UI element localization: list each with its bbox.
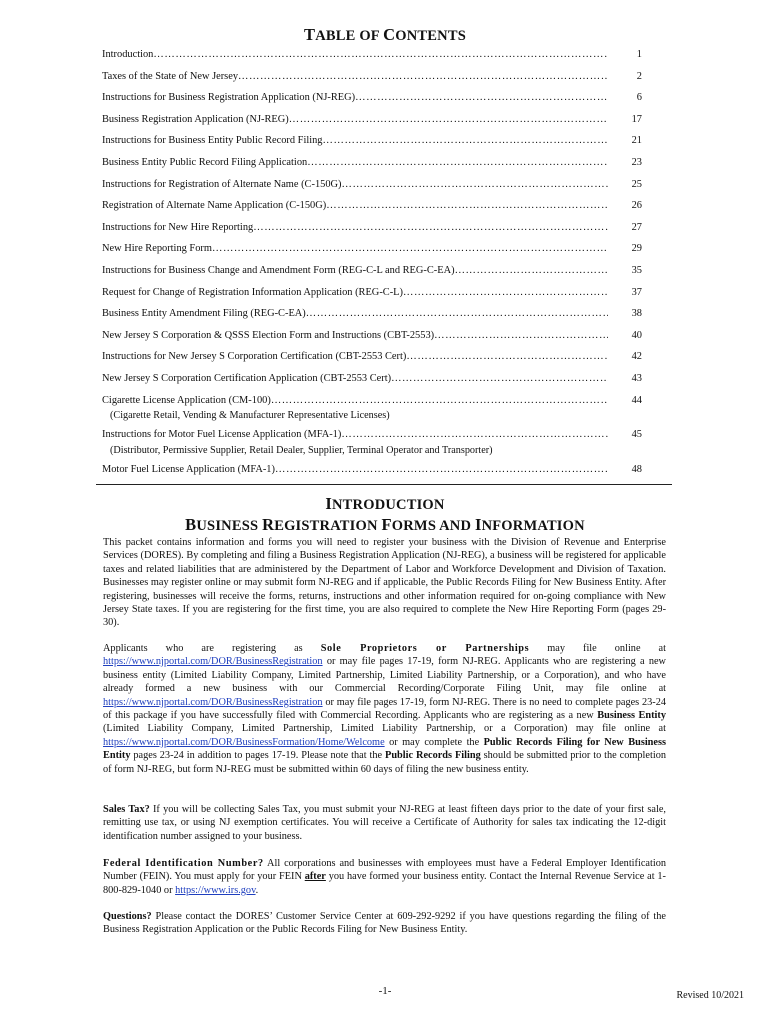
business-registration-link[interactable]: https://www.njportal.com/DOR/BusinessRegistration <box>103 656 323 668</box>
toc-title: TABLE OF CONTENTS <box>304 25 466 44</box>
toc-leader-dots <box>153 49 608 60</box>
toc-entry-page: 35 <box>631 264 642 276</box>
toc-entry-title: New Hire Reporting Form <box>102 243 212 255</box>
toc-leader-dots <box>271 395 608 406</box>
toc-entry-title: Instructions for Business Entity Public Record Filing <box>102 135 323 147</box>
toc-entry <box>102 222 642 244</box>
irs-link[interactable]: https://www.irs.gov <box>175 884 256 896</box>
toc-entry-title: Instructions for Registration of Alternate Name (C-150G) <box>102 178 342 190</box>
toc-entry <box>102 200 642 222</box>
toc-entry-page: 6 <box>636 92 642 104</box>
table-of-contents <box>102 49 642 485</box>
toc-leader-dots <box>403 287 608 298</box>
toc-entry-page: 25 <box>631 178 642 190</box>
toc-leader-dots <box>406 351 608 362</box>
toc-entry <box>102 265 642 287</box>
toc-leader-dots <box>307 157 608 168</box>
toc-entry-title: Instructions for New Hire Reporting <box>102 221 254 233</box>
toc-entry <box>102 114 642 136</box>
toc-entry <box>102 373 642 395</box>
section-divider <box>96 484 672 485</box>
toc-leader-dots <box>434 330 608 341</box>
toc-entry <box>102 330 642 352</box>
fein-paragraph: Federal Identification Number? All corporations and businesses with employees must have a Federal Employer Identification Number (FEIN). You must apply for your FEIN after you have formed your business entity. Contact the Internal Revenue Service at 1-800-829-1040 or https://www.irs.gov. <box>103 858 666 896</box>
toc-entry <box>102 308 642 330</box>
toc-entry-page: 44 <box>631 394 642 406</box>
toc-entry <box>102 464 642 486</box>
toc-entry-page: 43 <box>631 372 642 384</box>
toc-entry-page: 26 <box>631 200 642 212</box>
toc-leader-dots <box>306 308 608 319</box>
toc-entry-title: Instructions for Business Registration Application (NJ-REG) <box>102 92 356 104</box>
toc-entry-page: 21 <box>631 135 642 147</box>
toc-entry-page: 2 <box>636 70 642 82</box>
page-number: -1- <box>378 985 392 997</box>
toc-entry <box>102 135 642 157</box>
toc-entry-title: Cigarette License Application (CM-100) <box>102 394 271 406</box>
toc-entry-title: Taxes of the State of New Jersey <box>102 70 239 82</box>
business-formation-link[interactable]: https://www.njportal.com/DOR/BusinessFormation/Home/Welcome <box>103 736 385 748</box>
business-registration-link-2[interactable]: https://www.njportal.com/DOR/BusinessRegistration <box>103 696 323 708</box>
toc-leader-dots <box>341 429 608 440</box>
toc-entry-page: 42 <box>631 351 642 363</box>
toc-leader-dots <box>238 71 608 82</box>
toc-leader-dots <box>275 464 608 475</box>
toc-entry <box>102 351 642 373</box>
toc-leader-dots <box>289 114 608 125</box>
toc-entry <box>102 71 642 93</box>
toc-entry-title: Business Entity Public Record Filing Application <box>102 156 308 168</box>
toc-entry-title: Instructions for Motor Fuel License Application (MFA-1) <box>102 429 342 441</box>
revision-date: Revised 10/2021 <box>676 990 744 1001</box>
toc-leader-dots <box>355 92 608 103</box>
sales-tax-paragraph: Sales Tax? If you will be collecting Sales Tax, you must submit your NJ-REG at least fifteen days prior to the date of your first sale, remitting use tax, or using NJ exemption certificates. You will receive a Certificate of Authority for sales tax indicating the 12-digit identification number assigned to your business. <box>103 804 666 842</box>
toc-entry-page: 27 <box>631 221 642 233</box>
toc-entry-title: New Jersey S Corporation Certification Application (CBT-2553 Cert) <box>102 372 392 384</box>
toc-entry-title: Registration of Alternate Name Application (C-150G) <box>102 200 327 212</box>
toc-entry-page: 48 <box>631 463 642 475</box>
questions-paragraph: Questions? Please contact the DORES’ Customer Service Center at 609-292-9292 if you have questions regarding the filing of the Business Registration Application or the Public Records Filing for New Business Entity. <box>103 911 666 936</box>
toc-entry-title: New Jersey S Corporation & QSSS Election Form and Instructions (CBT-2553) <box>102 329 435 341</box>
toc-entry-title: Instructions for Business Change and Amendment Form (REG-C-L and REG-C-EA) <box>102 264 455 276</box>
toc-entry-page: 29 <box>631 243 642 255</box>
toc-entry-title: Business Registration Application (NJ-REG) <box>102 113 289 125</box>
toc-entry-subtitle: (Cigarette Retail, Vending & Manufacturer Representative Licenses) <box>110 410 390 422</box>
toc-leader-dots <box>391 373 608 384</box>
toc-entry-page: 45 <box>631 429 642 441</box>
toc-entry-page: 1 <box>636 49 642 60</box>
toc-entry-subtitle: (Distributor, Permissive Supplier, Retail Dealer, Supplier, Terminal Operator and Transporter) <box>110 444 493 456</box>
toc-entry-page: 37 <box>631 286 642 298</box>
toc-entry <box>102 92 642 114</box>
toc-entry-page: 40 <box>631 329 642 341</box>
toc-entry <box>102 49 642 71</box>
applicants-paragraph: Applicants who are registering as Sole Proprietors or Partnerships may file online at https://www.njportal.com/DOR/BusinessRegistration or may file pages 17-19, form NJ-REG. Applicants who are registering a new business entity (Limited Liability Company, Limited Partnership, Limited Liability Partnership, or a Corporation), and who have already formed a new business with our Commercial Recording/Corporate Filing Unit, may file online at https://www.njportal.com/DOR/BusinessRegistration or may file pages 17-19, form NJ-REG. There is no need to complete pages 23-24 of this package if you have successfully filed with Commercial Recording. Applicants who are registering as a new Business Entity (Limited Liability Company, Limited Partnership, Limited Liability Partnership, or a Corporation) may file online at https://www.njportal.com/DOR/BusinessFormation/Home/Welcome or may complete the Public Records Filing for New Business Entity pages 23-24 in addition to pages 17-19. Please note that the Public Records Filing should be submitted prior to the completion of form NJ-REG, but form NJ-REG must be submitted within 60 days of filing the new business entity. <box>103 643 666 775</box>
toc-entry-page: 23 <box>631 156 642 168</box>
toc-leader-dots <box>326 200 608 211</box>
toc-entry <box>102 179 642 201</box>
toc-leader-dots <box>323 135 608 146</box>
toc-entry <box>102 287 642 309</box>
toc-entry-title: Request for Change of Registration Information Application (REG-C-L) <box>102 286 403 298</box>
toc-entry <box>102 243 642 265</box>
toc-entry-title: Introduction <box>102 49 154 60</box>
toc-entry-page: 17 <box>631 113 642 125</box>
toc-leader-dots <box>455 265 608 276</box>
toc-leader-dots <box>253 222 608 233</box>
toc-entry <box>102 157 642 179</box>
toc-leader-dots <box>342 179 608 190</box>
introduction-heading: INTRODUCTION <box>325 494 445 513</box>
toc-entry-title: Motor Fuel License Application (MFA-1) <box>102 463 275 475</box>
intro-paragraph: This packet contains information and forms you will need to register your business with the Division of Revenue and Enterprise Services (DORES). By completing and filing a Business Registration Application (NJ-REG), a business will be registered for applicable taxes and related liabilities that are administered by the Department of Labor and Workforce Development and Division of Taxation. Businesses may register online or may submit form NJ-REG and if applicable, the Public Records Filing for New Business Entity. After registering, businesses will receive the forms, returns, instructions and other information required for on-going compliance with New Jersey State taxes. If you are registering for the first time, you are also required to complete the New Hire Reporting Form (pages 29-30). <box>103 537 666 629</box>
toc-entry-page: 38 <box>631 308 642 320</box>
intro-subheading: BUSINESS REGISTRATION FORMS AND INFORMATION <box>185 515 585 534</box>
toc-leader-dots <box>212 243 608 254</box>
toc-entry-title: Instructions for New Jersey S Corporation Certification (CBT-2553 Cert) <box>102 351 407 363</box>
toc-entry-title: Business Entity Amendment Filing (REG-C-EA) <box>102 308 306 320</box>
